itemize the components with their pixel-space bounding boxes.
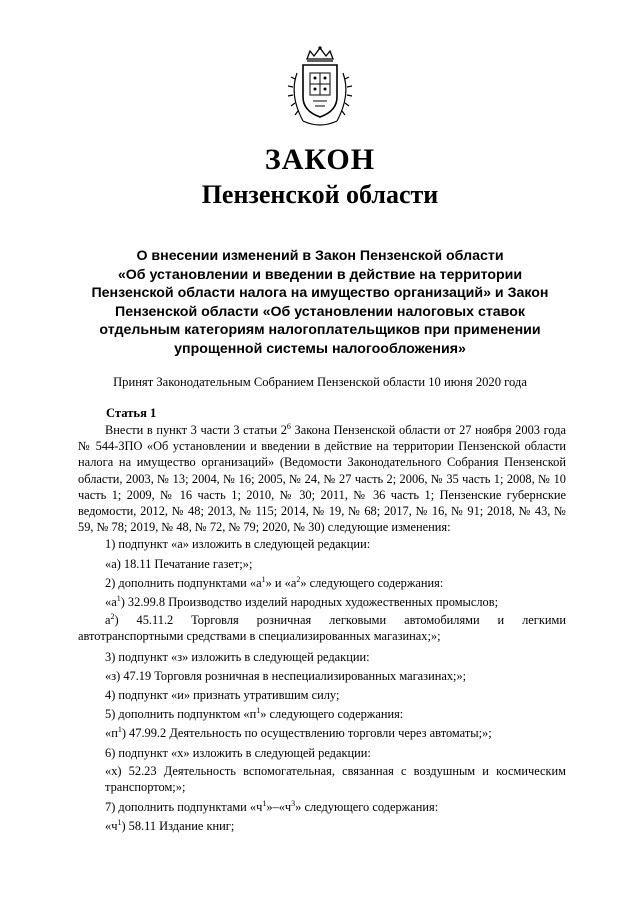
adoption-note: Принят Законодательным Собранием Пензенской области 10 июня 2020 года [113,375,527,389]
article-body [78,422,566,837]
list-item: $а^2$) 45.11.2 Торговля розничная легковыми автомобилями и легкими автотранспортными средствами в специализированных магазинах;»; [78,612,566,644]
heading-line: Пензенской области «Об установлении налоговых ставок [115,303,525,320]
heading-line: «Об установлении и введении в действие на территории [117,266,523,283]
article-intro: Внести в пункт 3 части 3 статьи $2^6$ Закона Пензенской области от 27 ноября 2003 года № 544-ЗПО «Об установлении и введении в действие на территории Пензенской области налога на имущество организаций» (Ведомости Законодательного Собрания Пензенской области, 2003, № 13; 2004, № 16; 2005, № 24, № 27 часть 2; 2006, № 35 часть 1; 2008, № 10 часть 1; 2009, № 16 часть 1; 2010, № 30; 2011, № 36 часть 1; Пензенские губернские ведомости, 2012, № 48; 2013, № 115; 2014, № 19, № 68; 2017, № 16, № 91; 2018, № 43, № 59, № 78; 2019, № 48, № 72, № 79; 2020, № 30) следующие изменения: [78,422,566,535]
coat-of-arms-icon [283,45,357,129]
article-title: Статья 1 [106,406,157,420]
list-item: 4) подпункт «и» признать утратившим силу; [105,688,340,703]
document-subtitle: Пензенской области [201,180,439,209]
heading-line: отдельным категориям налогоплательщиков при применении [99,322,541,339]
list-item: 6) подпункт «х» изложить в следующей редакции: [105,745,371,760]
list-item: «з) 47.19 Торговля розничная в неспециализированных магазинах;»; [105,668,467,683]
list-item: 1) подпункт «а» изложить в следующей редакции: [105,537,371,552]
list-item: «$п^1$) 47.99.2 Деятельность по осуществлению торговли через автоматы;»; [105,725,492,741]
list-item: 3) подпункт «з» изложить в следующей редакции: [105,649,370,664]
law-heading [60,247,580,359]
list-item: «$ч^1$) 58.11 Издание книг; [105,818,235,834]
list-item: 2) дополнить подпунктами «$а^1$» и «$а^2$» следующего содержания: [105,574,444,590]
list-item: «а) 18.11 Печатание газет;»; [105,556,253,571]
list-item: 7) дополнить подпунктами «$ч^1»-«ч^3$» следующего содержания: [105,799,439,815]
document-title: ЗАКОН [264,143,376,176]
list-item: 5) дополнить подпунктом «$п^1$» следующего содержания: [105,706,404,722]
list-item: «х) 52.23 Деятельность вспомогательная, связанная с воздушным и космическим транспортом;»; [105,763,566,795]
heading-line: О внесении изменений в Закон Пензенской области [136,248,504,264]
heading-line: Пензенской области налога на имущество организаций» и Закон [91,285,549,302]
heading-line: упрощенной системы налогообложения» [174,340,466,357]
list-item: «$а^1$) 32.99.8 Производство изделий народных художественных промыслов; [105,594,499,610]
